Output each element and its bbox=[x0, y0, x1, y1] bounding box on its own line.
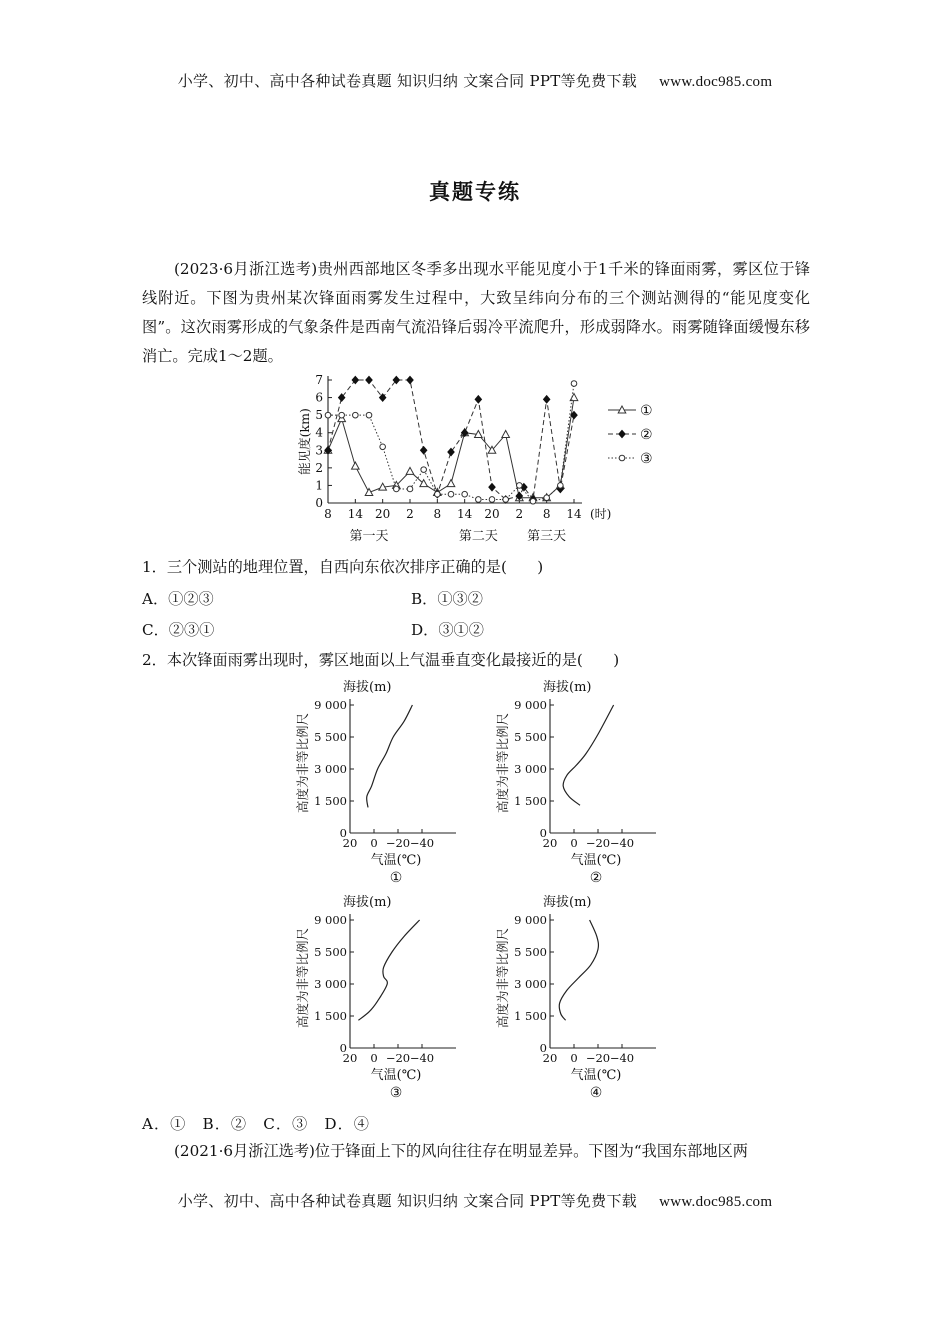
y-tick-label: 3 000 bbox=[314, 977, 347, 991]
profile-x-label: 气温(℃) bbox=[370, 853, 422, 868]
x-tick-label: 8 bbox=[324, 507, 332, 521]
x-tick-label: −40 bbox=[409, 1051, 435, 1065]
y-tick-label: 7 bbox=[315, 373, 323, 387]
data-point bbox=[570, 394, 578, 401]
data-point bbox=[489, 483, 496, 491]
data-point bbox=[489, 497, 495, 503]
data-point bbox=[366, 412, 372, 418]
profile-y-label: 高度为非等比例尺 bbox=[495, 927, 510, 1029]
y-tick-label: 0 bbox=[339, 826, 347, 840]
data-point bbox=[502, 430, 510, 437]
data-point bbox=[447, 480, 455, 487]
x-tick-label: 20 bbox=[342, 836, 358, 850]
x-tick-label: 14 bbox=[566, 507, 582, 521]
data-point bbox=[558, 483, 564, 489]
profile-y-label: 高度为非等比例尺 bbox=[295, 712, 310, 814]
day-label: 第一天 bbox=[349, 529, 389, 544]
x-tick-label: 20 bbox=[375, 507, 391, 521]
x-tick-label: −20 bbox=[385, 1051, 411, 1065]
section-title: 真题专练 bbox=[429, 179, 521, 204]
legend-label: ① bbox=[640, 403, 653, 419]
data-point bbox=[325, 412, 331, 418]
temperature-profile-2 bbox=[488, 675, 688, 887]
legend-label: ② bbox=[640, 427, 653, 443]
y-tick-label: 5 500 bbox=[314, 730, 347, 744]
temperature-curve bbox=[367, 705, 413, 807]
y-tick-label: 3 000 bbox=[314, 762, 347, 776]
day-label: 第二天 bbox=[458, 529, 498, 544]
x-tick-label: 2 bbox=[406, 507, 414, 521]
data-point bbox=[421, 467, 427, 473]
data-point bbox=[406, 467, 414, 474]
page-header bbox=[0, 70, 950, 91]
y-tick-label: 0 bbox=[315, 496, 323, 510]
temperature-profile-3 bbox=[288, 890, 488, 1102]
data-point bbox=[503, 497, 509, 503]
profile-axis-title: 海拔(m) bbox=[343, 680, 392, 695]
data-point bbox=[407, 376, 414, 384]
temperature-curve bbox=[563, 705, 613, 805]
temperature-curve bbox=[559, 920, 598, 1020]
data-point bbox=[476, 497, 482, 503]
x-tick-label: −40 bbox=[609, 836, 635, 850]
data-point bbox=[530, 498, 536, 504]
next-intro-text: (2021·6月浙江选考)位于锋面上下的风向往往存在明显差异。下图为“我国东部地区两 bbox=[174, 1142, 748, 1160]
y-tick-label: 0 bbox=[539, 826, 547, 840]
data-point bbox=[475, 396, 482, 404]
data-point bbox=[571, 381, 577, 387]
q1-option-b[interactable]: B．①③② bbox=[411, 590, 483, 608]
y-tick-label: 9 000 bbox=[314, 913, 347, 927]
data-point bbox=[435, 491, 441, 497]
y-axis-title: 能见度(km) bbox=[297, 408, 312, 475]
next-intro bbox=[142, 1137, 810, 1166]
x-tick-label: 0 bbox=[570, 836, 578, 850]
y-tick-label: 1 bbox=[315, 478, 323, 493]
header-text: 小学、初中、高中各种试卷真题 知识归纳 文案合同 PPT等免费下载 bbox=[177, 72, 638, 90]
q1-option-a[interactable]: A．①②③ bbox=[142, 590, 214, 608]
data-point bbox=[394, 486, 400, 492]
legend-marker bbox=[619, 430, 626, 438]
q2-stem: 2．本次锋面雨雾出现时，雾区地面以上气温垂直变化最接近的是( ) bbox=[142, 651, 620, 669]
footer-url[interactable]: www.doc985.com bbox=[659, 1194, 773, 1210]
profile-label: ③ bbox=[389, 1085, 403, 1101]
data-point bbox=[352, 462, 360, 469]
data-point bbox=[380, 444, 386, 450]
profile-x-label: 气温(℃) bbox=[570, 853, 622, 868]
x-tick-label: −40 bbox=[409, 836, 435, 850]
legend-label: ③ bbox=[640, 451, 653, 467]
x-tick-label: 20 bbox=[542, 836, 558, 850]
data-point bbox=[353, 412, 359, 418]
data-point bbox=[543, 396, 550, 404]
intro-paragraph bbox=[142, 255, 810, 371]
x-tick-label: −40 bbox=[609, 1051, 635, 1065]
y-tick-label: 5 500 bbox=[314, 945, 347, 959]
x-tick-label: 8 bbox=[542, 507, 551, 521]
visibility-chart bbox=[290, 372, 690, 548]
x-unit-label: (时) bbox=[590, 507, 612, 521]
y-tick-label: 0 bbox=[339, 1041, 347, 1055]
profile-axis-title: 海拔(m) bbox=[543, 680, 592, 695]
temperature-curve bbox=[358, 920, 419, 1020]
profile-x-label: 气温(℃) bbox=[570, 1068, 622, 1083]
data-point bbox=[448, 491, 454, 497]
temperature-profile-4 bbox=[488, 890, 688, 1102]
y-tick-label: 5 500 bbox=[514, 730, 547, 744]
data-point bbox=[420, 446, 427, 454]
q1-stem: 1．三个测站的地理位置，自西向东依次排序正确的是( ) bbox=[142, 558, 544, 576]
profile-y-label: 高度为非等比例尺 bbox=[295, 927, 310, 1029]
y-tick-label: 4 bbox=[315, 425, 323, 440]
data-point bbox=[366, 376, 373, 384]
x-tick-label: 0 bbox=[370, 1051, 378, 1065]
q1-option-c[interactable]: C．②③① bbox=[142, 621, 215, 639]
q1-option-d[interactable]: D．③①② bbox=[411, 621, 484, 639]
temperature-profile-1 bbox=[288, 675, 488, 887]
x-tick-label: 14 bbox=[457, 507, 473, 521]
x-tick-label: −20 bbox=[585, 1051, 611, 1065]
legend-marker bbox=[619, 455, 625, 461]
y-tick-label: 3 000 bbox=[514, 977, 547, 991]
y-tick-label: 1 500 bbox=[314, 794, 347, 808]
data-point bbox=[407, 486, 413, 492]
x-tick-label: −20 bbox=[585, 836, 611, 850]
q2-options[interactable]: A．① B．② C．③ D．④ bbox=[142, 1115, 370, 1133]
y-tick-label: 1 500 bbox=[514, 794, 547, 808]
y-tick-label: 0 bbox=[539, 1041, 547, 1055]
data-point bbox=[462, 491, 468, 497]
x-tick-label: 14 bbox=[347, 507, 363, 521]
y-tick-label: 1 500 bbox=[514, 1009, 547, 1023]
y-tick-label: 9 000 bbox=[514, 913, 547, 927]
y-tick-label: 5 bbox=[315, 408, 323, 423]
page-footer bbox=[0, 1190, 950, 1211]
profile-x-label: 气温(℃) bbox=[370, 1068, 422, 1083]
x-tick-label: 0 bbox=[570, 1051, 578, 1065]
profile-label: ④ bbox=[589, 1085, 603, 1101]
x-tick-label: −20 bbox=[385, 836, 411, 850]
y-tick-label: 9 000 bbox=[314, 698, 347, 712]
y-tick-label: 3 000 bbox=[514, 762, 547, 776]
x-tick-label: 2 bbox=[515, 507, 524, 521]
y-tick-label: 6 bbox=[315, 390, 323, 405]
profile-axis-title: 海拔(m) bbox=[543, 895, 592, 910]
x-tick-label: 20 bbox=[542, 1051, 558, 1065]
profile-y-label: 高度为非等比例尺 bbox=[495, 712, 510, 814]
y-tick-label: 3 bbox=[315, 443, 323, 458]
data-point bbox=[544, 495, 550, 501]
y-tick-label: 1 500 bbox=[314, 1009, 347, 1023]
profile-label: ② bbox=[589, 870, 603, 886]
y-tick-label: 5 500 bbox=[514, 945, 547, 959]
y-tick-label: 2 bbox=[315, 460, 323, 475]
footer-text: 小学、初中、高中各种试卷真题 知识归纳 文案合同 PPT等免费下载 bbox=[177, 1192, 638, 1210]
profile-axis-title: 海拔(m) bbox=[343, 895, 392, 910]
intro-text: (2023·6月浙江选考)贵州西部地区冬季多出现水平能见度小于1千米的锋面雨雾，雾区位于锋线附近。下图为贵州某次锋面雨雾发生过程中，大致呈纬向分布的三个测站测得的“能见度变化图”。这次雨雾形成的气象条件是西南气流沿锋后弱冷平流爬升，形成弱降水。雨雾随锋面缓慢东移消亡。完成1～2题。 bbox=[142, 260, 810, 365]
x-tick-label: 20 bbox=[342, 1051, 358, 1065]
header-url[interactable]: www.doc985.com bbox=[659, 74, 773, 90]
data-point bbox=[339, 412, 345, 418]
x-tick-label: 20 bbox=[484, 507, 500, 521]
x-tick-label: 8 bbox=[433, 507, 442, 521]
day-label: 第三天 bbox=[527, 529, 567, 544]
x-tick-label: 0 bbox=[370, 836, 378, 850]
profile-label: ① bbox=[389, 870, 403, 886]
data-point bbox=[517, 483, 523, 489]
y-tick-label: 9 000 bbox=[514, 698, 547, 712]
